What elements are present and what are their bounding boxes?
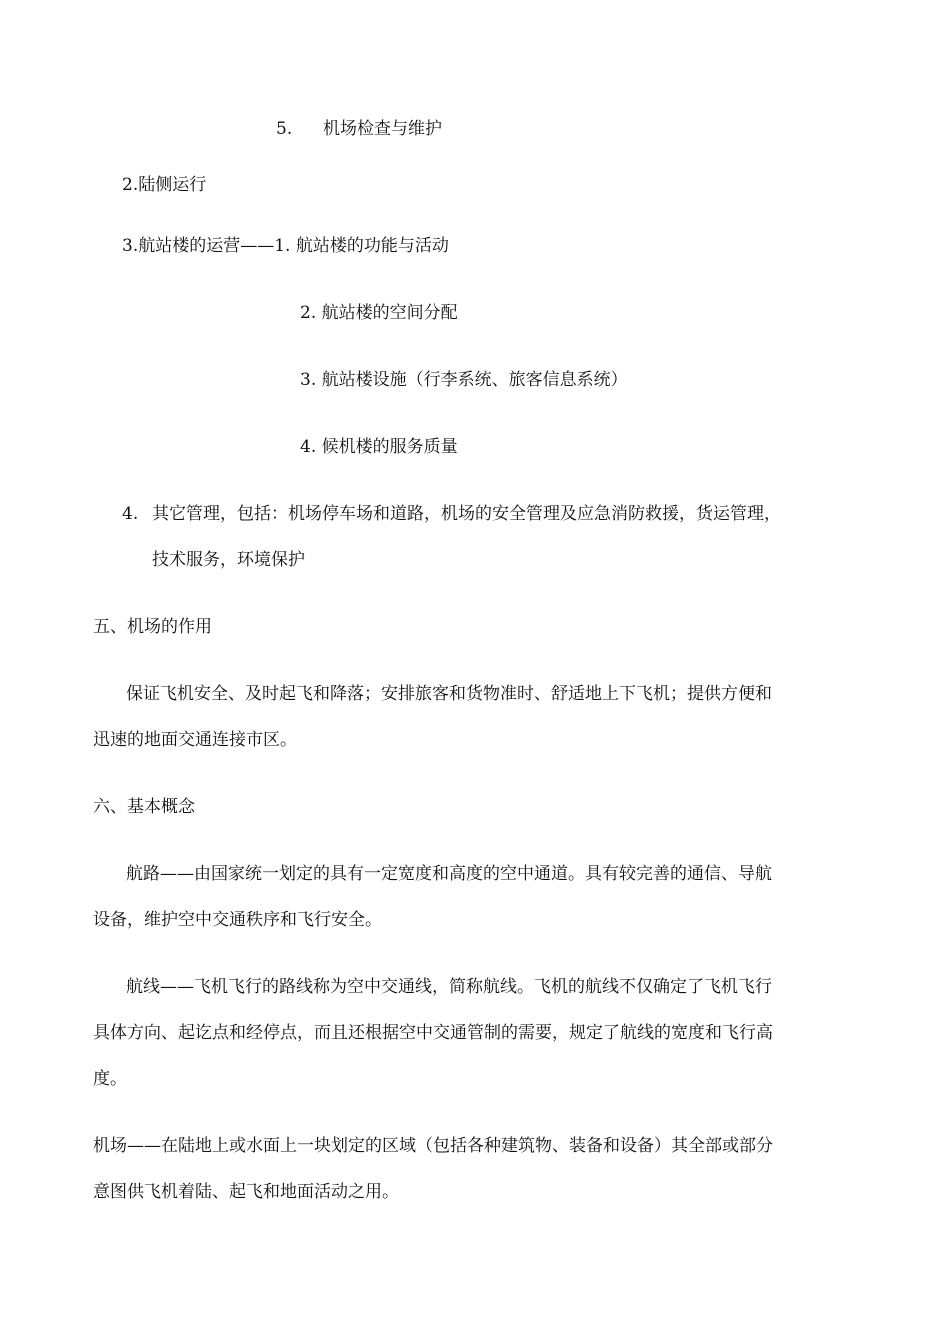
- paragraph-line: 具体方向、起讫点和经停点，而且还根据空中交通管制的需要，规定了航线的宽度和飞行高: [93, 1023, 773, 1043]
- list-subitem-space: 2. 航站楼的空间分配: [300, 303, 458, 323]
- list-item-text: 机场检查与维护: [323, 119, 442, 139]
- paragraph-line: 航路——由国家统一划定的具有一定宽度和高度的空中通道。具有较完善的通信、导航: [126, 864, 772, 884]
- list-item-number: 5.: [276, 119, 293, 139]
- paragraph-line: 意图供飞机着陆、起飞和地面活动之用。: [93, 1182, 399, 1202]
- list-subitem-facilities: 3. 航站楼设施（行李系统、旅客信息系统）: [300, 370, 628, 390]
- section-heading: 六、基本概念: [93, 797, 195, 817]
- list-item-other-line1: 其它管理，包括：机场停车场和道路，机场的安全管理及应急消防救援，货运管理，: [152, 504, 781, 524]
- list-item-terminal-heading: 3.航站楼的运营——1. 航站楼的功能与活动: [122, 236, 449, 256]
- paragraph-line: 保证飞机安全、及时起飞和降落；安排旅客和货物准时、舒适地上下飞机；提供方便和: [126, 684, 772, 704]
- paragraph-line: 航线——飞机飞行的路线称为空中交通线，简称航线。飞机的航线不仅确定了飞机飞行: [126, 977, 772, 997]
- list-item-landside: 2.陆侧运行: [122, 175, 207, 195]
- paragraph-line: 机场——在陆地上或水面上一块划定的区域（包括各种建筑物、装备和设备）其全部或部分: [93, 1136, 773, 1156]
- paragraph-line: 度。: [93, 1069, 127, 1089]
- paragraph-line: 设备，维护空中交通秩序和飞行安全。: [93, 910, 382, 930]
- list-item-other-line2: 技术服务，环境保护: [152, 550, 305, 570]
- list-subitem-service: 4. 候机楼的服务质量: [300, 437, 458, 457]
- section-heading: 五、机场的作用: [93, 617, 212, 637]
- list-item-number: 4.: [122, 504, 139, 524]
- paragraph-line: 迅速的地面交通连接市区。: [93, 730, 297, 750]
